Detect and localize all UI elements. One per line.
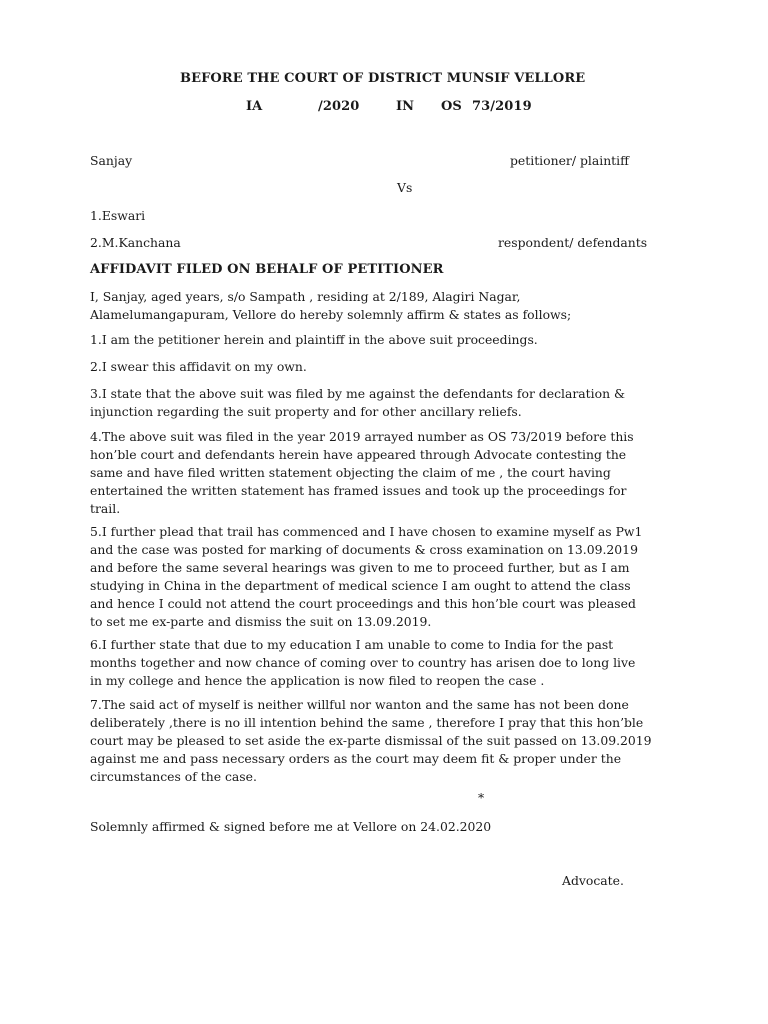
paragraph-line: studying in China in the department of medical science I am ought to attend the class [90,578,631,593]
versus: Vs [397,180,413,195]
os-label: OS [441,99,462,114]
paragraph-line: and before the same several hearings was given to me to proceed further, but as I am [90,560,630,575]
ia-year: /2020 [318,99,360,114]
paragraph-line: deliberately ,there is no ill intention behind the same , therefore I pray that this hon’ble [90,715,644,730]
paragraph-line: injunction regarding the suit property and for other ancillary reliefs. [90,404,522,419]
solemnly-affirmed-line: Solemnly affirmed & signed before me at Vellore on 24.02.2020 [90,819,492,834]
paragraph-line: circumstances of the case. [90,769,257,784]
petitioner-name: Sanjay [90,153,133,168]
intro-line: I, Sanjay, aged years, s/o Sampath , residing at 2/189, Alagiri Nagar, [90,289,521,304]
paragraph-line: 6.I further state that due to my education I am unable to come to India for the past [90,637,614,652]
respondent-2: 2.M.Kanchana [90,235,181,250]
paragraph-line: trail. [90,501,121,516]
paragraph-7 [90,696,676,786]
paragraph-line: same and have filed written statement objecting the claim of me , the court having [90,465,611,480]
paragraph-3 [90,385,676,421]
paragraph-1: 1.I am the petitioner herein and plaintiff in the above suit proceedings. [90,332,538,347]
paragraph-line: court may be pleased to set aside the ex-parte dismissal of the suit passed on 13.09.2019 [90,733,652,748]
paragraph-line: 7.The said act of myself is neither willful nor wanton and the same has not been done [90,697,629,712]
paragraph-4 [90,428,676,518]
paragraph-line: 4.The above suit was filed in the year 2019 arrayed number as OS 73/2019 before this [90,429,634,444]
intro-line: Alamelumangapuram, Vellore do hereby solemnly affirm & states as follows; [90,307,572,322]
respondent-role: respondent/ defendants [498,235,648,250]
petitioner-role: petitioner/ plaintiff [510,153,629,168]
paragraph-line: 3.I state that the above suit was filed by me against the defendants for declaration & [90,386,626,401]
advocate-signature-label: Advocate. [562,873,624,888]
paragraph-line: against me and pass necessary orders as the court may deem fit & proper under the [90,751,622,766]
asterisk-mark: * [478,790,485,805]
respondent-1: 1.Eswari [90,208,146,223]
os-number: 73/2019 [472,99,532,114]
paragraph-5 [90,523,676,631]
intro-paragraph [90,288,676,324]
affidavit-heading: AFFIDAVIT FILED ON BEHALF OF PETITIONER [90,262,444,277]
in-label: IN [396,99,415,114]
ia-label: IA [246,99,263,114]
paragraph-line: months together and now chance of coming over to country has arisen doe to long live [90,655,636,670]
paragraph-line: in my college and hence the application is now filed to reopen the case . [90,673,545,688]
paragraph-line: entertained the written statement has framed issues and took up the proceedings for [90,483,627,498]
paragraph-line: to set me ex-parte and dismiss the suit on 13.09.2019. [90,614,432,629]
paragraph-line: and hence I could not attend the court proceedings and this hon’ble court was pleased [90,596,636,611]
paragraph-line: and the case was posted for marking of documents & cross examination on 13.09.2019 [90,542,638,557]
paragraph-6 [90,636,676,690]
paragraph-line: 5.I further plead that trail has commenced and I have chosen to examine myself as Pw1 [90,524,643,539]
paragraph-line: hon’ble court and defendants herein have appeared through Advocate contesting the [90,447,627,462]
paragraph-2: 2.I swear this affidavit on my own. [90,359,307,374]
court-title: BEFORE THE COURT OF DISTRICT MUNSIF VELLORE [180,71,586,86]
